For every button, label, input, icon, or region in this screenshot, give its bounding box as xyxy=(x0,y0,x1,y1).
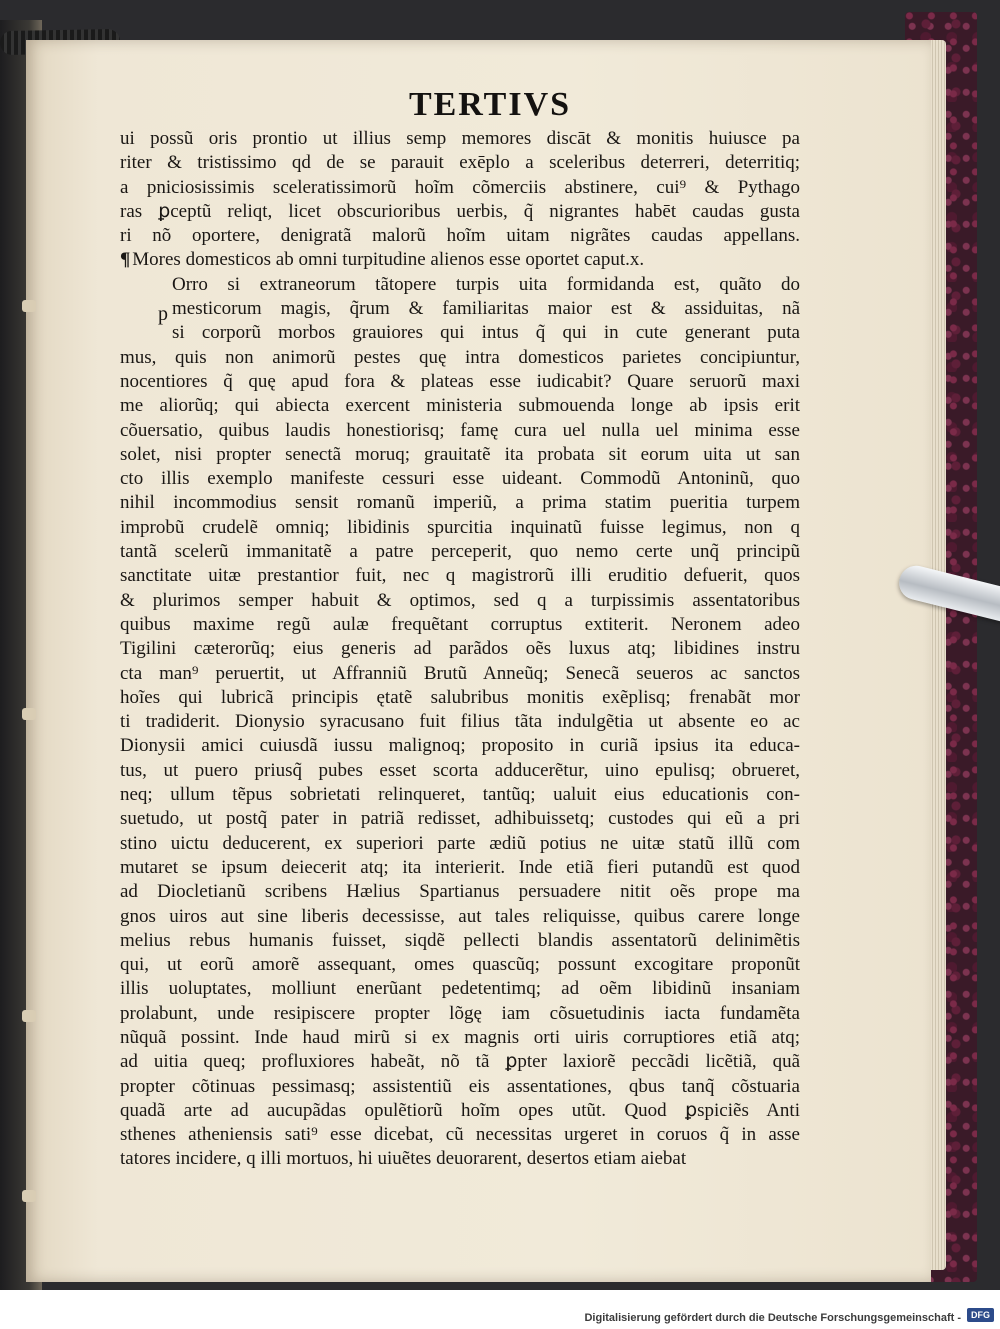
text-line: ras ꝑceptũ reliqt, licet obscurioribus uerbis, q̃ nigrantes habēt caudas gusta xyxy=(120,200,800,222)
page-tab xyxy=(22,300,36,312)
footer-text: Digitalisierung gefördert durch die Deutsche Forschungsgemeinschaft - xyxy=(584,1312,961,1324)
text-line: me aliorũq; qui abiecta exercent ministeria submouenda longe ab ipsis erit xyxy=(120,395,800,417)
text-line: tatores incidere, q illi mortuos, hi uiuẽtes deuorarent, desertos etiam aiebat xyxy=(120,1148,687,1170)
text-line: cto illis exemplo manifeste cessuri esse uideant. Commodũ Antoninũ, quo xyxy=(120,468,800,490)
text-line: nũquã possint. Inde haud mirũ si ex magnis orti uiris corruptiores etiã atq; xyxy=(120,1026,800,1048)
chapter-heading-text: Mores domesticos ab omni turpitudine alienos esse oportet caput.x. xyxy=(132,249,645,271)
text-line: gnos uiros aut sine liberis decessisse, aut tales reliquisse, quibus carere longe xyxy=(120,905,800,927)
text-line: Orro si extraneorum tãtopere turpis uita formidanda est, quãto do xyxy=(172,273,800,295)
text-line: stino uictu deducerent, ex superiori parte ædiũ potius ne uitæ statũ illũ com xyxy=(120,832,800,854)
text-line: tantã scelerũ immanitatẽ a patre perceperit, quo nemo certe unq̃ principũ xyxy=(120,541,800,563)
pilcrow-mark: ¶ xyxy=(120,249,131,271)
text-line: Dionysii amici cuiusdã iussu malignoq; proposito in curiã ipsius ita educa- xyxy=(120,735,800,757)
text-line: tus, ut puero priusq̃ pubes esset scorta adducerẽtur, uino epulisq; obrueret, xyxy=(120,759,800,781)
text-line: quadã arte ad aucupãdas opulẽtiorũ hoĩm opes utũt. Quod ꝑspiciẽs Anti xyxy=(120,1099,800,1121)
guide-letter: p xyxy=(158,303,168,325)
text-line: ad Diocletianũ scribens Hælius Spartianus persuadere nitit oẽs prope ma xyxy=(120,881,800,903)
text-line: ri nõ oportere, denigratã malorũ hoĩm uitam nigrãtes caudas appellans. xyxy=(120,225,800,247)
text-line: qui, ut eorũ amorẽ assequant, omes quascũq; possunt excogitare proponũt xyxy=(120,954,800,976)
text-line: sanctitate uitæ prestantior fuit, nec q magistrorũ illi eruditio defuerit, quos xyxy=(120,565,800,587)
text-line: suetudo, ut postq̃ pater in patriã redisset, adhibuissetq; custodes qui eũ a pri xyxy=(120,808,800,830)
text-line: ad uitia queq; profluxiores habeãt, nõ tã ꝑpter laxiorẽ peccãdi licẽtiã, quã xyxy=(120,1051,800,1073)
page-tab xyxy=(22,708,36,720)
text-line: propter cõtinuas pessimasq; assistentiũ eis assentationes, qbus tanq̃ cõstuaria xyxy=(120,1075,800,1097)
text-line: Tigilini cæterorũq; eius generis ad parãdos oẽs luxus atq; libidines instru xyxy=(120,638,800,660)
text-line: mutaret se ipsum deiecerit atq; ita interierit. Inde etiã fieri putandũ est quod xyxy=(120,856,800,878)
page-tab xyxy=(22,1190,36,1202)
text-line: ui possũ oris prontio ut illius semp memores discāt & monitis huiusce pa xyxy=(120,128,800,149)
text-block xyxy=(120,127,800,1172)
page-tab xyxy=(22,1010,36,1022)
text-line: improbũ crudelẽ omniq; libidinis spurcitia inquinatũ fuisse legimus, non q xyxy=(120,516,800,538)
text-line: & plurimos semper habuit & optimos, sed q a turpissimis assentatoribus xyxy=(120,589,800,611)
dfg-logo: DFG xyxy=(967,1308,994,1322)
text-line: riter & tristissimo qd de se parauit exēplo a sceleribus deterreri, deterritiq; xyxy=(120,152,800,174)
text-line: mesticorum magis, q̃rum & familiaritas maior est & assiduitas, nã xyxy=(172,298,800,320)
text-line: ti tradiderit. Dionysio syracusano fuit filius tãta indulgẽtia ut absente eo ac xyxy=(120,711,800,733)
text-line: a pniciosissimis sceleratissimorũ hoĩm cõmerciis abstinere, cui⁹ & Pythago xyxy=(120,176,800,198)
text-line: mus, quis non animorũ pestes quę intra domesticos parietes concipiuntur, xyxy=(120,346,800,368)
text-line: solet, nisi propter senectã moruq; grauitatẽ ita probata sit eorum uita ut san xyxy=(120,443,800,465)
text-line: neq; ullum tẽpus sobrietati relinqueret, tantũq; ualuit eius educationis con- xyxy=(120,784,800,806)
text-line: hoĩes qui lubricã principis ętatẽ salubribus monitis exẽplisq; frenabãt mor xyxy=(120,686,800,708)
text-line: sthenes atheniensis sati⁹ esse dicebat, cũ necessitas urgeret in coruos q̃ in asse xyxy=(120,1124,800,1146)
text-line: illis uoluptates, molliunt enerũant pedetentimq; ad oẽm libidinũ insaniam xyxy=(120,978,800,1000)
text-line: quibus maxime regũ aulæ frequẽtant corruptus extiterit. Neronem adeo xyxy=(120,613,800,635)
text-line: melius rebus humanis fuisset, siqdẽ pellecti blandis assentatorũ delinimẽtis xyxy=(120,929,800,951)
text-line: prolabunt, unde resipiscere propter lõgę iam cõsuetudinis iacta fundamẽta xyxy=(120,1002,800,1024)
text-line: cta man⁹ peruertit, ut Affranniũ Brutũ Anneũq; Senecã seueros ac sanctos xyxy=(120,662,800,684)
text-line: nihil incommodius sensit romanũ imperiũ, a prima statim pueritia turpem xyxy=(120,492,800,514)
chapter-heading xyxy=(120,248,800,272)
text-line: cõuersatio, quibus laudis honestiorisq; famę cura uel nulla uel minima esse xyxy=(120,419,800,441)
footer-bar xyxy=(0,1304,1000,1329)
text-line: si corporũ morbos grauiores qui intus q̃ qui in cute generant puta xyxy=(172,322,800,344)
text-line: nocentiores q̃ quę apud fora & plateas esse iudicabit? Quare seruorũ maxi xyxy=(120,370,800,392)
running-head: TERTIVS xyxy=(408,86,572,123)
